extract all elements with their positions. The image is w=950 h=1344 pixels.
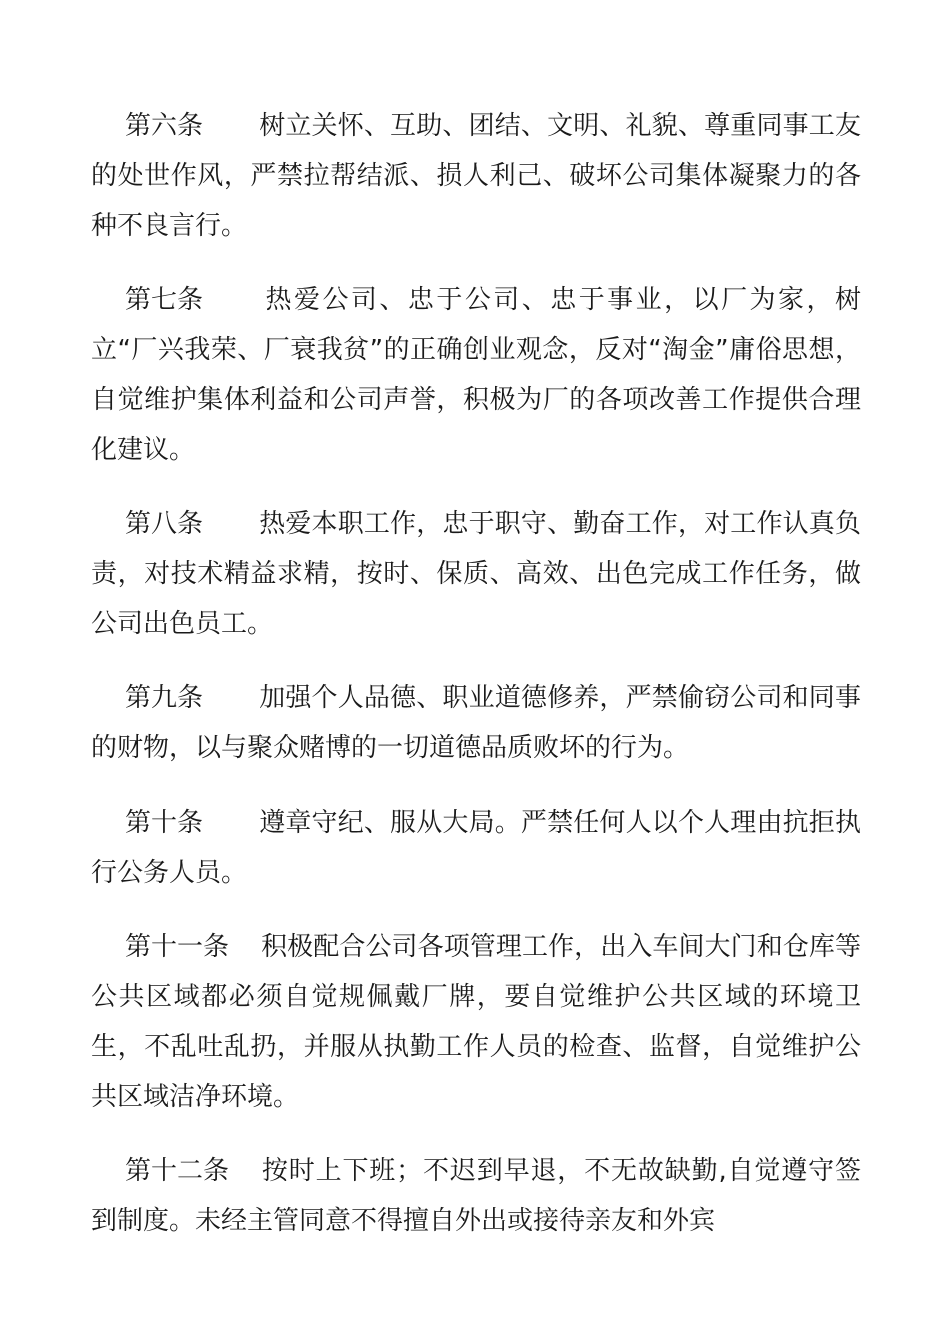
article-text: 遵章守纪、服从大局。严禁任何人以个人理由抗拒执行公务人员。 (91, 808, 861, 888)
article-number: 第七条 (125, 285, 204, 315)
article-text: 热爱本职工作，忠于职守、勤奋工作，对工作认真负责，对技术精益求精，按时、保质、高效、出色完成工作任务，做公司出色员工。 (91, 509, 861, 639)
article-number: 第十二条 (125, 1156, 230, 1186)
article-number: 第十一条 (125, 932, 230, 962)
article-6 (91, 101, 861, 251)
article-text: 热爱公司、忠于公司、忠于事业，以厂为家，树立“厂兴我荣、厂衰我贫”的正确创业观念，反对“淘金”庸俗思想，自觉维护集体利益和公司声誉，积极为厂的各项改善工作提供合理化建议。 (91, 285, 861, 465)
article-text: 树立关怀、互助、团结、文明、礼貌、尊重同事工友的处世作风，严禁拉帮结派、损人利己、破坏公司集体凝聚力的各种不良言行。 (91, 111, 861, 241)
article-8 (91, 499, 861, 649)
article-number: 第九条 (125, 683, 204, 713)
article-number: 第十条 (125, 808, 204, 838)
article-text: 加强个人品德、职业道德修养，严禁偷窃公司和同事的财物，以与聚众赌博的一切道德品质败坏的行为。 (91, 683, 861, 763)
article-12 (91, 1146, 861, 1246)
article-11 (91, 922, 861, 1122)
article-number: 第八条 (125, 509, 204, 539)
article-number: 第六条 (125, 111, 204, 141)
article-text: 按时上下班；不迟到早退，不无故缺勤,自觉遵守签到制度。未经主管同意不得擅自外出或接待亲友和外宾 (91, 1156, 861, 1236)
article-text: 积极配合公司各项管理工作，出入车间大门和仓库等公共区域都必须自觉规佩戴厂牌，要自觉维护公共区域的环境卫生，不乱吐乱扔，并服从执勤工作人员的检查、监督，自觉维护公共区域洁净环境。 (91, 932, 861, 1112)
article-7 (91, 275, 861, 475)
article-9 (91, 673, 861, 773)
article-10 (91, 798, 861, 898)
